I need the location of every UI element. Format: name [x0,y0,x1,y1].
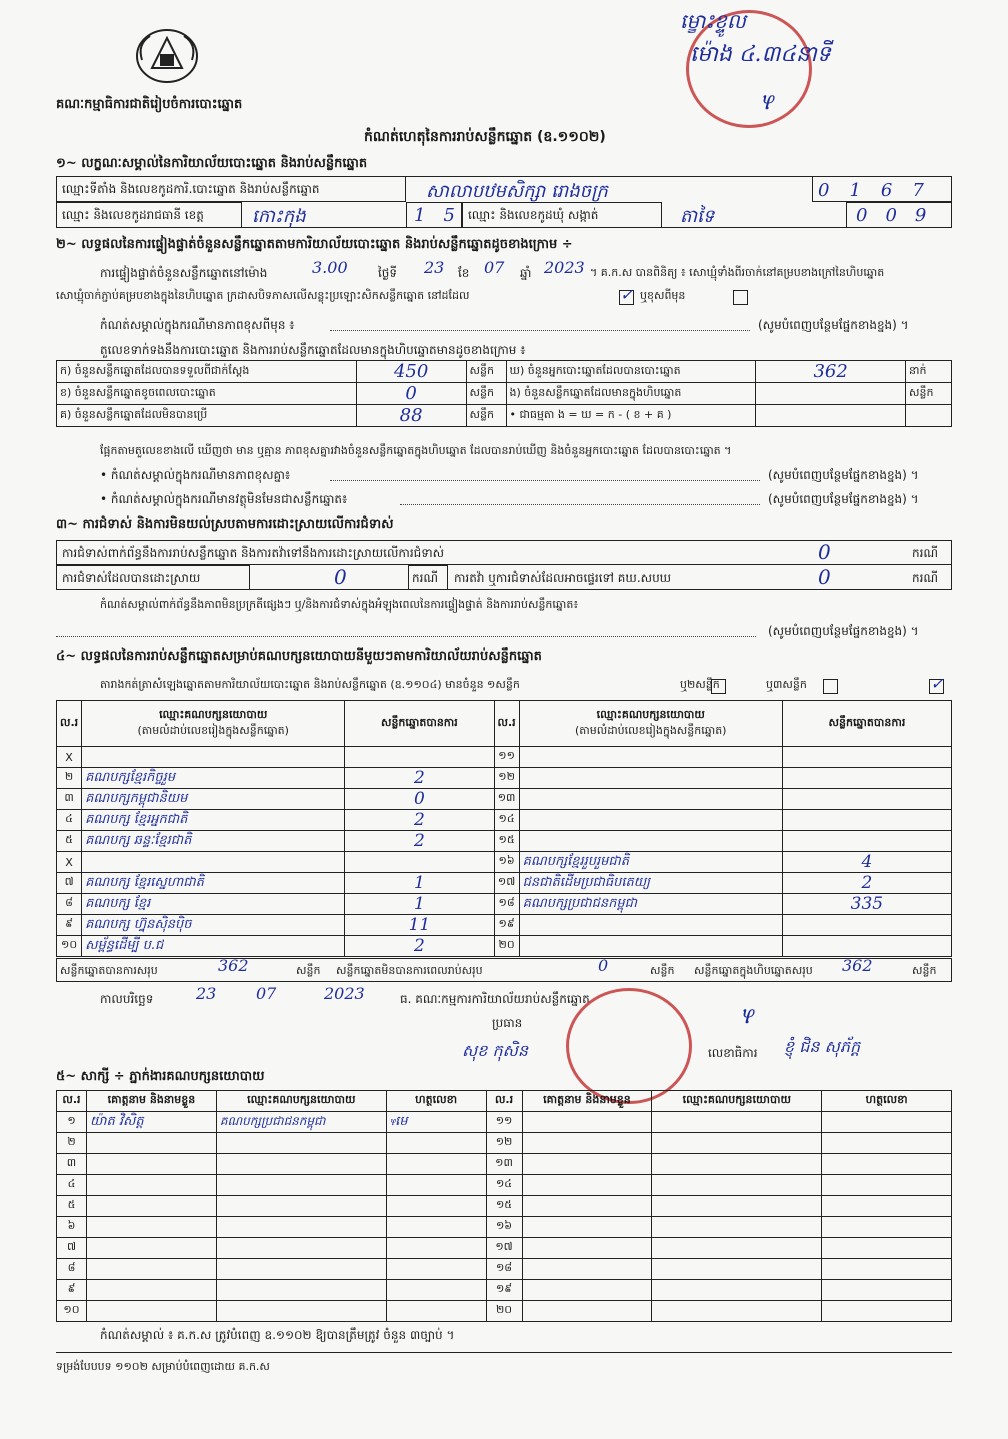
section1-heading: ១~ លក្ខណៈសម្គាល់នៃការិយាល័យបោះឆ្នោត និងរាប់សន្លឹកឆ្នោត [56,156,368,171]
s4-col-header [82,701,345,747]
s4-date-year: 2023 [324,984,365,1003]
s4-row-votes: 1 [345,894,494,915]
s4-opt3: ឬ៣សន្លឹក [766,678,807,691]
s4-row-votes: 2 [345,936,494,957]
top-right-note: ម្ខោះខ្ទូល [680,9,746,33]
s4-col-header-text: ឈ្មោះគណបក្សនយោបាយ [159,707,268,721]
s5-row-no: ១៦ [486,1217,522,1238]
s5-row-sign [822,1259,952,1280]
s5-witness-row [57,1217,952,1238]
s4-col-header [345,701,494,747]
s4-row-no: ១៨ [494,894,519,915]
s5-row-no: ១៤ [486,1175,522,1196]
s5-row-party [652,1133,822,1154]
s4-results-table [56,700,952,957]
s4-row-no: ៨ [57,894,82,915]
s4-date-month: 07 [256,984,277,1003]
s5-row-sign [822,1238,952,1259]
s3-note-line [56,636,756,637]
s5-row-sign [386,1301,486,1322]
s5-col-header: ហត្ថលេខា [386,1091,486,1112]
s2-left-unit: សន្លឹក [466,383,506,405]
s5-row-party [216,1133,386,1154]
s5-row-sign [386,1238,486,1259]
s2-table-intro: តួលេខទាក់ទងនឹងការបោះឆ្នោត និងការរាប់សន្លឹកឆ្នោតដែលមានក្នុងហិបឆ្នោតមានដូចខាងក្រោម ៖ [100,343,526,357]
s3-note: កំណត់សម្គាល់ពាក់ព័ន្ធនឹងភាពមិនប្រក្រតីផ្សេងៗ ឬ/និងការជំទាស់ក្នុងអំឡុងពេលនៃការផ្ទៀងផ្ទាត់ និងការរាប់សន្លឹកឆ្នោត៖ [100,598,579,611]
s4-row-no: ២ [57,768,82,789]
s4-row-party [519,747,782,768]
s5-row-party [652,1280,822,1301]
s3-row1-label: ការជំទាស់ពាក់ព័ន្ធនឹងការរាប់សន្លឹកឆ្នោត និងការតវ៉ាទៅនឹងការដោះស្រាយលើការជំទាស់ [62,546,445,560]
s2-year-label: ឆ្នាំ [520,266,532,280]
s5-row-party [216,1196,386,1217]
s3-row1-unit: ករណី [912,546,939,560]
s2-left-unit: សន្លឹក [466,405,506,427]
s4-row-no: ៧ [57,873,82,894]
s4-row-no: ៥ [57,831,82,852]
s5-row-name [86,1154,216,1175]
s5-row-name [86,1280,216,1301]
s4-row-party: គណបក្ស ខ្មែរអ្នកជាតិ [82,810,345,831]
s2-month-label: ខែ [458,266,470,280]
s4-row-party: គណបក្ស ខ្មែរស្នេហាជាតិ [82,873,345,894]
s4-row-no: ២០ [494,936,519,957]
s4-row-party: ជនជាតិដើមប្រជាធិបតេយ្យ [519,873,782,894]
s4-date-day: 23 [196,984,217,1003]
s2-day-label: ថ្ងៃទី [378,266,398,280]
s5-row-sign [822,1154,952,1175]
s4-row-no: ១៦ [494,852,519,873]
s5-row-sign [386,1133,486,1154]
s5-row-no: ៥ [57,1196,87,1217]
s2-note-label: កំណត់សម្គាល់ក្នុងករណីមានភាពខុសពីមុន ៖ [100,318,295,332]
s4-row-party: សម្ព័ន្ធដើម្បី ប.ជ [82,936,345,957]
s2-left-value: 88 [356,405,466,427]
s4-row-no: ១៥ [494,831,519,852]
s5-row-no: ១៣ [486,1154,522,1175]
s4-total-invalid: 0 [598,956,609,975]
s4-header-row [57,701,952,747]
s2-day: 23 [424,258,445,277]
s4-result-row [57,894,952,915]
s4-row-votes: 2 [345,831,494,852]
s2-right-label: • ជាធម្មតា ង = ឃ = ក - ( ខ + គ ) [506,405,756,427]
s5-row-no: ១១ [486,1112,522,1133]
s4-row-party: គណបក្សខ្មែរកិច្ចរួម [82,768,345,789]
s5-row-no: ៨ [57,1259,87,1280]
s3-row2-unit2: ករណី [912,571,939,585]
s5-row-sign [822,1217,952,1238]
s5-row-no: ១៥ [486,1196,522,1217]
s4-total-invalid-label: សន្លឹកឆ្នោតមិនបានការពេលរាប់សរុប [336,964,483,977]
s5-row-sign [386,1196,486,1217]
committee-name: គណៈកម្មាធិការជាតិរៀបចំការបោះឆ្នោត [56,97,243,112]
s5-row-no: ២ [57,1133,87,1154]
s4-opt2: ឬ២សន្លឹក [680,678,720,691]
s5-col-header: ឈ្មោះគណបក្សនយោបាយ [652,1091,822,1112]
s5-row-sign [386,1154,486,1175]
s5-row-sign [822,1112,952,1133]
s3-row2-unit: ករណី [412,571,439,585]
s2-line1-pre: ការផ្ទៀងផ្ទាត់ចំនួនសន្លឹកឆ្នោតនៅម៉ោង [100,266,268,280]
s5-footer-bottom: ទម្រង់បែបបទ ១១០២ សម្រាប់បំពេញដោយ គ.ក.ស [56,1360,270,1373]
s2-figure-row [57,361,952,383]
s2-left-unit: សន្លឹក [466,361,506,383]
s2-bullet2-note: (សូមបំពេញបន្ថែមផ្នែកខាងខ្នង) ។ [768,492,919,506]
s4-result-row [57,852,952,873]
s5-col-header: គោត្តនាម និងនាមខ្លួន [86,1091,216,1112]
s2-right-value: 362 [756,361,906,383]
s5-row-party [216,1217,386,1238]
s5-row-sign [822,1175,952,1196]
s2-bullet1-line [330,480,760,481]
nec-emblem-icon [132,24,202,88]
s5-row-no: ៩ [57,1280,87,1301]
s5-witness-row [57,1133,952,1154]
s5-row-name [86,1217,216,1238]
s2-bullet1-note: (សូមបំពេញបន្ថែមផ្នែកខាងខ្នង) ។ [768,468,919,482]
s4-row-party: គណបក្ស ឆន្ទៈខ្មែរជាតិ [82,831,345,852]
s5-witness-row [57,1112,952,1133]
s4-result-row [57,747,952,768]
s4-row-no: ៩ [57,915,82,936]
s4-result-row [57,873,952,894]
s2-line2-or: ឬខុសពីមុន [640,289,686,302]
s4-col-header-text: ល.រ [497,715,516,729]
s1-row2-label2: ឈ្មោះ និងលេខកូដឃុំ សង្កាត់ [468,208,599,222]
section5-heading: ៥~ សាក្សី ÷ ភ្នាក់ងារគណបក្សនយោបាយ [56,1069,265,1084]
s4-secretary-name: ខ្ញុំ ជិន សុភ័ក្ត [784,1037,861,1056]
s4-row-party [519,810,782,831]
s4-row-votes [782,936,951,957]
s5-row-no: ៧ [57,1238,87,1259]
committee-stamp-icon [566,988,692,1104]
s2-note-line [330,330,750,331]
s5-row-name [522,1154,652,1175]
s5-row-sign [386,1259,486,1280]
s4-total-valid-unit: សន្លឹក [296,964,321,977]
s5-row-sign [822,1301,952,1322]
s4-result-row [57,936,952,957]
s5-row-sign: ⳡមេ [386,1112,486,1133]
s5-footer-note: កំណត់សម្គាល់ ៖ គ.ក.ស ត្រូវបំពេញ ឧ.១១០២ ឱ្យបានត្រឹមត្រូវ ចំនួន ៣ច្បាប់ ។ [100,1328,455,1342]
s4-total-invalid-unit: សន្លឹក [650,964,675,977]
s5-row-sign [386,1217,486,1238]
s5-row-no: ២០ [486,1301,522,1322]
s2-year: 2023 [544,258,585,277]
s2-right-unit [906,405,952,427]
s5-row-sign [822,1133,952,1154]
section4-heading: ៤~ លទ្ធផលនៃការរាប់សន្លឹកឆ្នោតសម្រាប់គណបក្សនយោបាយនីមួយៗតាមការិយាល័យរាប់សន្លឹកឆ្នោត [56,649,542,664]
s4-row-votes [782,915,951,936]
s2-figure-row [57,405,952,427]
s4-row-no: ៤ [57,810,82,831]
s5-row-sign [386,1280,486,1301]
s4-chair-label: ប្រធាន [492,1016,523,1030]
s4-row-no: ១៤ [494,810,519,831]
footer-divider [56,1352,952,1353]
s5-row-party [216,1238,386,1259]
s5-col-header: គោត្តនាម និងនាមខ្លួន [522,1091,652,1112]
s4-row-votes [782,810,951,831]
top-right-signature: ⳡ [760,82,773,117]
s2-right-unit: នាក់ [906,361,952,383]
s4-result-row [57,915,952,936]
s5-row-no: ៣ [57,1154,87,1175]
s4-row-votes [782,831,951,852]
s4-committee-label: ធ. គណៈកម្មការការិយាល័យរាប់សន្លឹកឆ្នោត [400,992,590,1006]
unchanged-checkbox[interactable]: ✓ [620,285,634,304]
s5-row-party [216,1259,386,1280]
s2-line1-post: ។ គ.ក.ស បានពិនិត្យ ៖ សោឃ្មុំទាំងពីរចាក់នៅគម្របខាងក្រៅនៃហិបឆ្នោត [590,266,885,279]
s4-row-party [519,768,782,789]
s3-row1-value: 0 [818,540,831,564]
s5-row-no: ១ [57,1112,87,1133]
s4-col-header [57,701,82,747]
s5-witness-row [57,1154,952,1175]
s5-witness-row [57,1301,952,1322]
top-right-time: ម៉ោង ៤.៣៤នាទី [690,42,831,67]
s4-col-header-text: សន្លឹកឆ្នោតបានការ [828,715,906,729]
s3-row2-value: 0 [334,565,347,589]
s5-row-party: គណបក្សប្រជាជនកម្ពុជា [216,1112,386,1133]
s5-witness-row [57,1280,952,1301]
s4-row-votes [345,852,494,873]
s4-row-no: ១៩ [494,915,519,936]
s4-chair-name: សុខ កុសិន [462,1041,529,1060]
s4-row-votes: 2 [345,768,494,789]
s3-row2-value2: 0 [818,565,831,589]
s5-row-name [522,1238,652,1259]
s4-row-votes: 1 [345,873,494,894]
s4-row-party [82,852,345,873]
changed-checkbox[interactable] [733,290,748,305]
s4-row-party: គណបក្សខ្មែររួបរួមជាតិ [519,852,782,873]
s5-row-no: ១០ [57,1301,87,1322]
s4-row-votes: 335 [782,894,951,915]
s5-row-name [86,1301,216,1322]
s1-row2-value2: តាទៃ [680,206,715,227]
s5-row-name [86,1175,216,1196]
s4-row-party: គណបក្សកម្ពុជានិយម [82,789,345,810]
s4-col-header-sub: (តាមលំដាប់លេខរៀងក្នុងសន្លឹកឆ្នោត) [137,723,289,737]
s5-row-party [216,1280,386,1301]
form-title: កំណត់ហេតុនៃការរាប់សន្លឹកឆ្នោត (ឧ.១១០២) [364,129,606,145]
s2-left-value: 450 [356,361,466,383]
s4-col-header-text: ល.រ [60,715,79,729]
s5-witness-table [56,1090,952,1322]
s5-row-party [216,1175,386,1196]
s4-row-no: ១២ [494,768,519,789]
s5-row-no: ១៩ [486,1280,522,1301]
s4-col-header [782,701,951,747]
s1-row1-code: 0167 [818,180,944,201]
s5-row-no: ១២ [486,1133,522,1154]
s2-figure-row [57,383,952,405]
s4-row-votes [782,789,951,810]
s1-row2-code: 15 [414,205,473,226]
s5-col-header: ឈ្មោះគណបក្សនយោបាយ [216,1091,386,1112]
section2-heading: ២~ លទ្ធផលនៃការផ្ទៀងផ្ទាត់ចំនួនសន្លឹកឆ្នោតតាមការិយាល័យបោះឆ្នោត និងរាប់សន្លឹកឆ្នោតដូចខាងក្រោម ÷ [56,237,573,252]
s4-row-party: គណបក្សប្រជាជនកម្ពុជា [519,894,782,915]
s5-row-party [652,1238,822,1259]
s4-row-votes: 0 [345,789,494,810]
s5-row-name [522,1133,652,1154]
s5-row-name [86,1259,216,1280]
s4-row-party [519,831,782,852]
s4-row-votes: 2 [782,873,951,894]
s5-row-sign [386,1175,486,1196]
s5-witness-row [57,1175,952,1196]
s5-header-row [57,1091,952,1112]
s4-row-no: ៣ [57,789,82,810]
s4-row-votes: 11 [345,915,494,936]
s2-left-value: 0 [356,383,466,405]
s5-row-sign [822,1196,952,1217]
s5-row-name [86,1133,216,1154]
s4-row-no: ១៣ [494,789,519,810]
s1-row2-code2: 009 [856,205,945,226]
s2-left-label: ក) ចំនួនសន្លឹកឆ្នោតដែលបានទទួលពីជាក់ស្តែង [57,361,357,383]
s5-row-no: ៤ [57,1175,87,1196]
s5-row-sign [822,1280,952,1301]
s5-row-name [522,1259,652,1280]
s4-row-party [82,747,345,768]
s2-right-label: ង) ចំនួនសន្លឹកឆ្នោតដែលមានក្នុងហិបឆ្នោត [506,383,756,405]
s4-total-box-label: សន្លឹកឆ្នោតក្នុងហិបឆ្នោតសរុប [694,964,813,977]
s4-result-row [57,810,952,831]
s4-result-row [57,768,952,789]
s5-col-header: ហត្ថលេខា [822,1091,952,1112]
s4-row-no: ១៧ [494,873,519,894]
s5-row-name [522,1301,652,1322]
s2-bullet1: • កំណត់សម្គាល់ក្នុងករណីមានភាពខុសគ្នា៖ [100,468,291,482]
s1-row1-value: សាលាបឋមសិក្សា រោងចក្រ [426,181,608,202]
s4-result-row [57,789,952,810]
s4-total-valid: 362 [218,956,249,975]
s5-col-header: ល.រ [57,1091,87,1112]
s2-time: 3.00 [312,258,348,277]
s5-row-name [522,1196,652,1217]
s5-row-name: យ៉ាត វិសិត្ត [86,1112,216,1133]
s5-row-party [652,1196,822,1217]
s5-row-party [216,1301,386,1322]
s5-witness-row [57,1259,952,1280]
s5-row-party [652,1112,822,1133]
section3-heading: ៣~ ការជំទាស់ និងការមិនយល់ស្របតាមការដោះស្រាយលើការជំទាស់ [56,517,394,532]
s5-row-no: ៦ [57,1217,87,1238]
s5-row-name [86,1238,216,1259]
s5-row-no: ១៧ [486,1238,522,1259]
s4-row-no: X [57,747,82,768]
s2-left-label: ខ) ចំនួនសន្លឹកឆ្នោតខូចពេលបោះឆ្នោត [57,383,357,405]
s2-right-label: ឃ) ចំនួនអ្នកបោះឆ្នោតដែលបានបោះឆ្នោត [506,361,756,383]
s4-row-party [519,915,782,936]
s4-row-party: គណបក្ស ខ្មែរ [82,894,345,915]
s4-result-row [57,831,952,852]
s4-row-votes [345,747,494,768]
s4-row-votes: 4 [782,852,951,873]
s5-row-party [652,1259,822,1280]
s3-row2-label2: ការតវ៉ា ឬការជំទាស់ដែលអាចផ្ទេរទៅ គឃ.សបឃ [454,571,672,585]
s4-row-votes: 2 [345,810,494,831]
s4-row-votes [782,747,951,768]
s4-row-no: ១១ [494,747,519,768]
s2-right-value [756,383,906,405]
s4-col-header-text: ឈ្មោះគណបក្សនយោបាយ [596,707,705,721]
s2-note-suffix: (សូមបំពេញបន្ថែមផ្នែកខាងខ្នង) ។ [758,318,909,332]
s4-total-box: 362 [842,956,873,975]
s4-row-party [519,936,782,957]
sheets3-checkbox[interactable]: ✓ [930,674,944,693]
s3-row2-label: ការជំទាស់ដែលបានដោះស្រាយ [62,571,201,585]
s3-fill-note: (សូមបំពេញបន្ថែមផ្នែកខាងខ្នង) ។ [768,624,919,638]
s5-row-party [652,1175,822,1196]
s4-total-box-unit: សន្លឹក [912,964,937,977]
s4-intro: តារាងកត់ត្រាសំឡេងឆ្នោតតាមការិយាល័យបោះឆ្នោត និងរាប់សន្លឹកឆ្នោត (ឧ.១១០៤) មានចំនួន ១សន្លឹក [100,678,520,691]
s2-bullet2: • កំណត់សម្គាល់ក្នុងករណីមានវត្ថុមិនមែនជាសន្លឹកឆ្នោត៖ [100,492,348,506]
s5-col-header: ល.រ [486,1091,522,1112]
s5-row-party [652,1301,822,1322]
s4-col-header [519,701,782,747]
sheets2-checkbox[interactable] [823,679,838,694]
s5-witness-row [57,1196,952,1217]
s5-row-name [522,1112,652,1133]
s5-row-name [522,1217,652,1238]
s4-secretary-sign: ⳡ [740,996,753,1031]
s2-right-value [756,405,906,427]
s4-row-no: X [57,852,82,873]
s4-totals-row [56,958,952,982]
s1-row1-label: ឈ្មោះទីតាំង និងលេខកូដការិ.បោះឆ្នោត និងរាប់សន្លឹកឆ្នោត [62,182,320,196]
s2-right-unit: សន្លឹក [906,383,952,405]
s4-row-votes [782,768,951,789]
s4-row-no: ១០ [57,936,82,957]
s4-total-valid-label: សន្លឹកឆ្នោតបានការសរុប [60,964,158,977]
s2-compare-line: ផ្អែកតាមតួលេខខាងលើ ឃើញថា មាន ឬគ្មាន ភាពខុសគ្នារវាងចំនួនសន្លឹកឆ្នោតក្នុងហិបឆ្នោត ដែលបានរាប់ឃើញ និងចំនួនអ្នកបោះឆ្នោត ដែលបានបោះឆ្នោត ។ [100,444,732,457]
s5-row-no: ១៨ [486,1259,522,1280]
s5-witness-row [57,1238,952,1259]
s5-row-party [652,1154,822,1175]
s4-col-header [494,701,519,747]
s1-row2-value: កោះកុង [252,206,306,227]
s1-row2-label: ឈ្មោះ និងលេខកូដរាជធានី ខេត្ត [62,208,204,222]
s5-row-name [86,1196,216,1217]
s4-date-label: កាលបរិច្ឆេទ [100,992,154,1006]
s4-col-header-sub: (តាមលំដាប់លេខរៀងក្នុងសន្លឹកឆ្នោត) [574,723,727,737]
s4-row-party [519,789,782,810]
s2-line2: សោឃ្មុំចាក់ភ្ជាប់គម្របខាងក្នុងនៃហិបឆ្នោត ក្រដាសបិទភាសលើសន្លុះប្រឡោះសិកសន្លឹកឆ្នោត នៅដដែល [56,289,470,302]
s5-row-name [522,1280,652,1301]
s5-row-name [522,1175,652,1196]
s5-row-party [652,1217,822,1238]
s4-col-header-text: សន្លឹកឆ្នោតបានការ [380,715,458,729]
s4-secretary-label: លេខាធិការ [708,1046,758,1060]
s2-month: 07 [484,258,505,277]
s2-figures-table [56,360,952,427]
s4-row-party: គណបក្ស ហ្វ៊ុនស៊ិនប៉ិច [82,915,345,936]
s2-bullet2-line [400,504,760,505]
s5-row-party [216,1154,386,1175]
s2-left-label: គ) ចំនួនសន្លឹកឆ្នោតដែលមិនបានប្រើ [57,405,357,427]
